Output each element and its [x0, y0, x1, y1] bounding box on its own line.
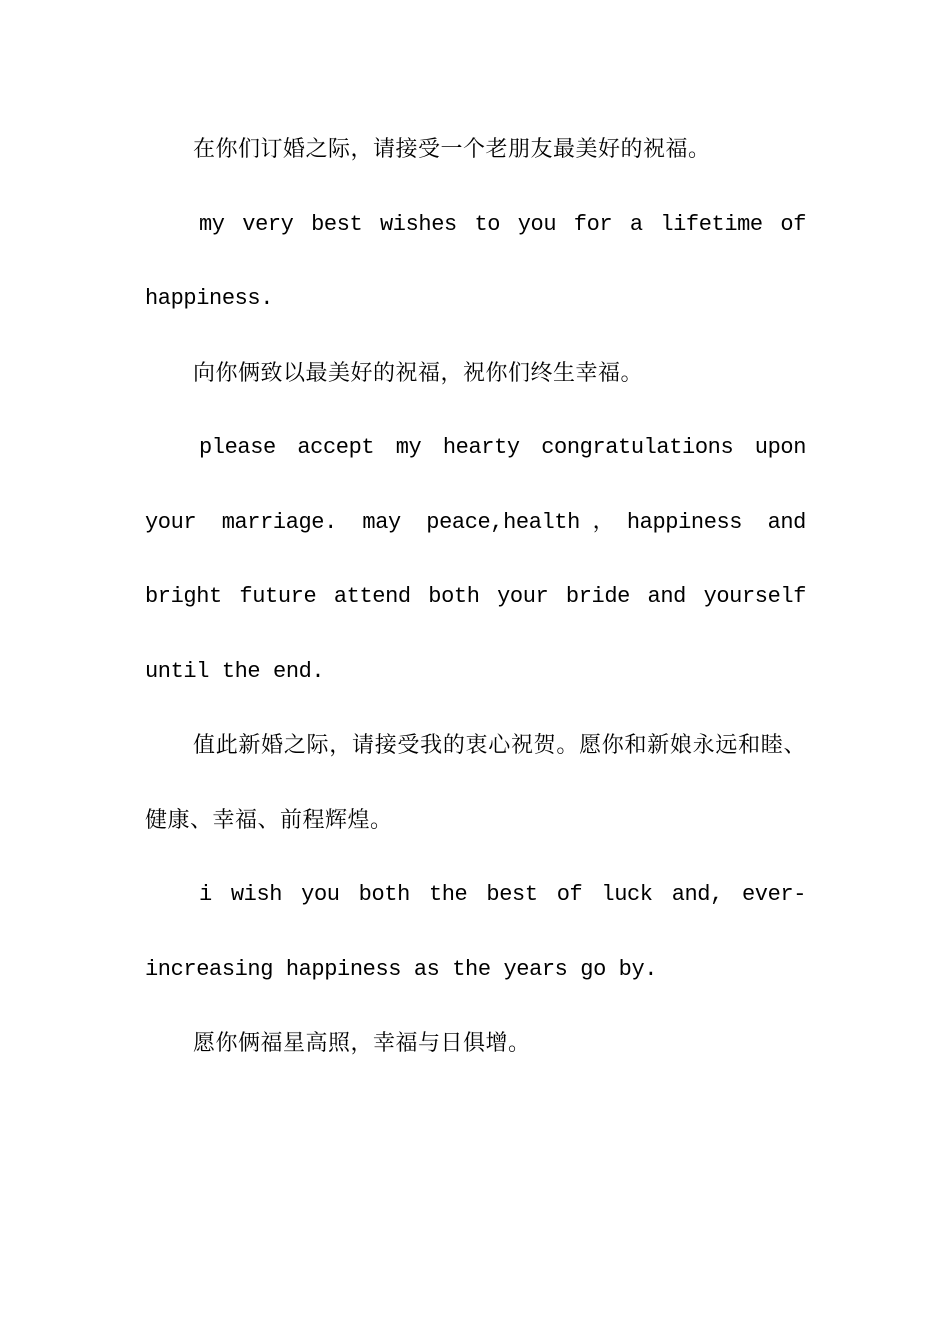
paragraph-luck-happiness-zh: 愿你俩福星高照，幸福与日俱增。	[193, 1031, 531, 1056]
paragraph-marriage-congratulations-en: please accept my hearty congratulations upon your marriage. may peace,health，happiness and bright future attend both your bride and yourself until the end.	[145, 435, 806, 684]
paragraph-best-wishes-en: my very best wishes to you for a lifetime of happiness.	[145, 211, 806, 311]
document-body	[145, 113, 806, 1082]
paragraph-best-wishes-zh: 向你俩致以最美好的祝福，祝你们终生幸福。	[193, 360, 644, 386]
paragraph-engagement-wish-zh: 在你们订婚之际，请接受一个老朋友最美好的祝福。	[193, 137, 711, 162]
paragraph-luck-happiness-en: i wish you both the best of luck and, ever-increasing happiness as the years go by.	[145, 882, 806, 982]
paragraph-marriage-congratulations-zh: 值此新婚之际，请接受我的衷心祝贺。愿你和新娘永远和睦、健康、幸福、前程辉煌。	[145, 733, 806, 833]
